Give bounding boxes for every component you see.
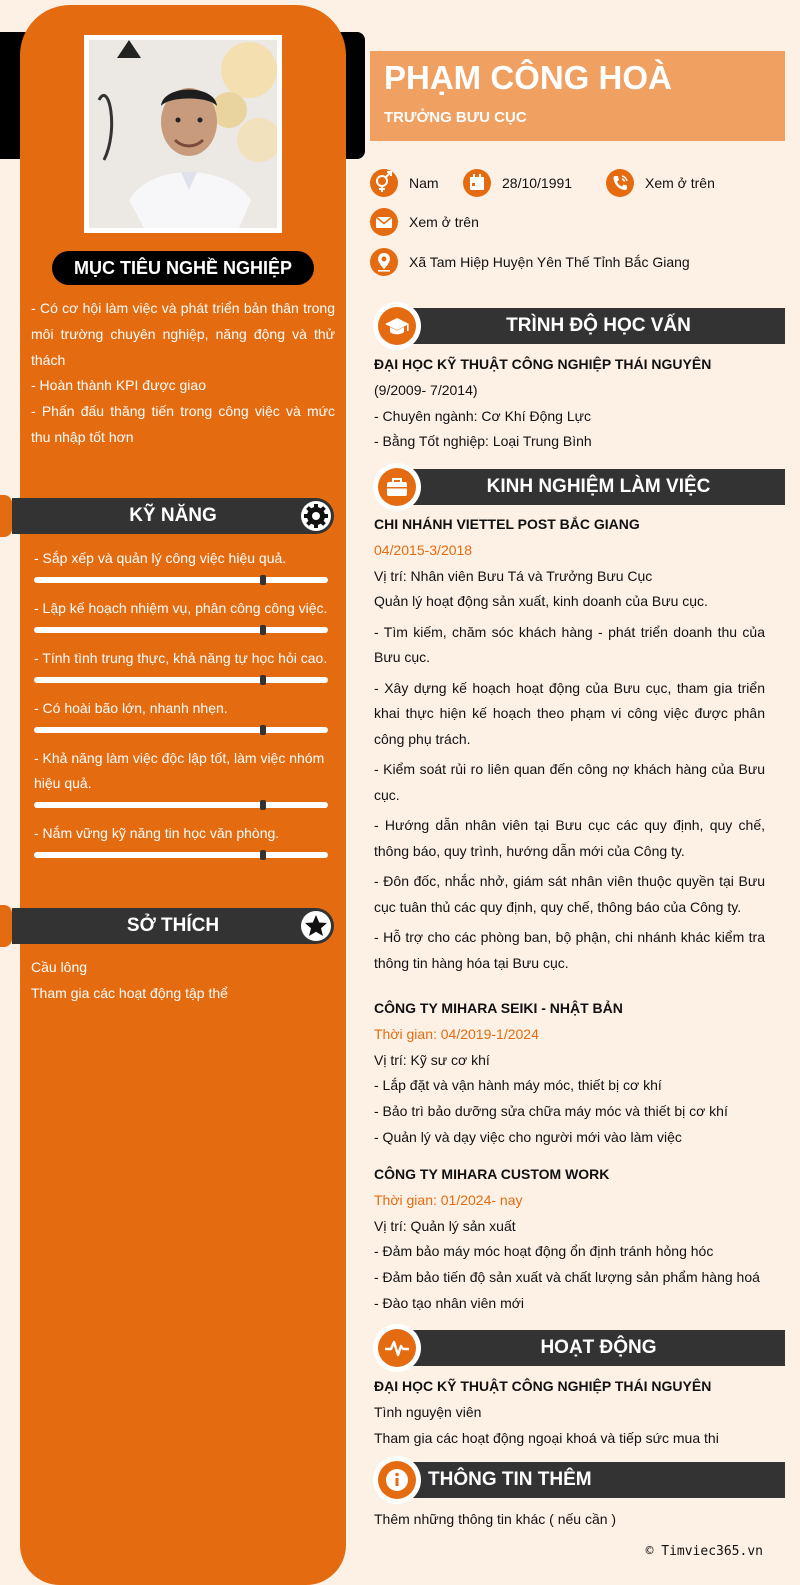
activities-block	[374, 1374, 765, 1451]
objective-text	[31, 296, 335, 451]
more-info-text: Thêm những thông tin khác ( nếu cần )	[374, 1511, 617, 1527]
pulse-icon	[378, 1329, 416, 1367]
job-title: TRƯỞNG BƯU CỤC	[384, 109, 527, 126]
activity-desc: Tham gia các hoạt động ngoại khoá và tiếp sức mua thi	[374, 1429, 719, 1446]
phone-value: Xem ở trên	[645, 175, 715, 191]
job-date: 04/2015-3/2018	[374, 541, 473, 558]
skill-level-bar	[34, 802, 328, 808]
skill-level-marker	[260, 625, 266, 635]
skill-level-marker	[260, 575, 266, 585]
skills-title: KỸ NĂNG	[129, 505, 217, 526]
company-name: CÔNG TY MIHARA SEIKI - NHẬT BẢN	[374, 1000, 623, 1016]
skill-level-bar	[34, 727, 328, 733]
activities-header: HOẠT ĐỘNG	[412, 1330, 785, 1366]
job-duty: - Hỗ trợ cho các phòng ban, bộ phận, chi nhánh khác kiểm tra thông tin hàng hóa tại Bưu cục.	[374, 929, 765, 972]
skill-text: - Có hoài bão lớn, nhanh nhẹn.	[34, 700, 228, 716]
job-duty: - Đôn đốc, nhắc nhở, giám sát nhân viên thuộc quyền tại Bưu cục tuân thủ các quy định, quy chế, thông báo của Công ty.	[374, 873, 765, 916]
company-name: CÔNG TY MIHARA CUSTOM WORK	[374, 1166, 610, 1182]
hobbies-header	[12, 908, 334, 944]
skill-level-bar	[34, 577, 328, 583]
skill-level-marker	[260, 725, 266, 735]
footer-credit: © Timviec365.vn	[645, 1544, 763, 1559]
skill-item	[34, 746, 328, 808]
job-duty: Quản lý hoạt động sản xuất, kinh doanh của Bưu cục.	[374, 593, 708, 610]
name-box	[370, 51, 785, 141]
job-duty: - Hướng dẫn nhân viên tại Bưu cục các quy định, quy chế, thông báo, quy trình, hướng dẫn mới của Công ty.	[374, 817, 765, 860]
job-duty: - Bảo trì bảo dưỡng sửa chữa máy móc và thiết bị cơ khí	[374, 1103, 728, 1120]
skill-text: - Lập kế hoạch nhiệm vụ, phân công công việc.	[34, 600, 328, 616]
skill-level-bar	[34, 677, 328, 683]
education-header: TRÌNH ĐỘ HỌC VẤN	[412, 308, 785, 344]
skill-level-bar	[34, 627, 328, 633]
gear-icon	[301, 501, 331, 531]
hobby-item: Tham gia các hoạt động tập thể	[31, 985, 228, 1001]
objective-line: - Có cơ hội làm việc và phát triển bản thân trong môi trường chuyên nghiệp, năng động và thử thách	[31, 300, 335, 368]
contact-email	[370, 208, 479, 236]
hobbies-list	[31, 954, 228, 1006]
avatar-illustration	[89, 40, 277, 228]
skill-item	[34, 646, 328, 683]
star-icon	[301, 911, 331, 941]
more-info-icon-badge	[373, 1456, 421, 1504]
skill-item	[34, 821, 328, 858]
skill-item	[34, 696, 328, 733]
job-date: Thời gian: 04/2019-1/2024	[374, 1025, 539, 1042]
skill-text: - Khả năng làm việc độc lập tốt, làm việc nhóm hiệu quả.	[34, 750, 325, 791]
calendar-icon	[463, 169, 491, 197]
job-duty: - Đảm bảo tiến độ sản xuất và chất lượng sản phẩm hàng hoá	[374, 1269, 760, 1286]
objective-title: MỤC TIÊU NGHỀ NGHIỆP	[52, 251, 314, 285]
objective-line: - Hoàn thành KPI được giao	[31, 377, 206, 394]
job-duty: - Xây dựng kế hoạch hoạt động của Bưu cục, tham gia triển khai thực hiện kế hoạch theo phạm vi công việc được phân công phụ trách.	[374, 679, 765, 748]
info-icon	[378, 1461, 416, 1499]
contact-birthday	[463, 169, 572, 197]
hobbies-tab	[0, 905, 12, 947]
profile-photo	[84, 35, 282, 233]
skill-item	[34, 546, 328, 583]
skill-level-marker	[260, 850, 266, 860]
mail-icon	[370, 208, 398, 236]
job-duty: - Tìm kiếm, chăm sóc khách hàng - phát triển doanh thu của Bưu cục.	[374, 623, 765, 666]
job-duty: - Quản lý và dạy việc cho người mới vào làm việc	[374, 1128, 682, 1145]
address-value: Xã Tam Hiệp Huyện Yên Thế Tỉnh Bắc Giang	[409, 254, 690, 270]
full-name: PHẠM CÔNG HOÀ	[384, 59, 672, 96]
gender-icon	[370, 169, 398, 197]
job-block	[374, 1162, 765, 1317]
hobbies-title: SỞ THÍCH	[126, 915, 220, 936]
hobby-item: Cầu lông	[31, 959, 88, 975]
job-block	[374, 996, 765, 1151]
contact-phone	[606, 169, 715, 197]
graduation-cap-icon	[378, 307, 416, 345]
job-date: Thời gian: 01/2024- nay	[374, 1191, 523, 1208]
email-value: Xem ở trên	[409, 214, 479, 230]
skill-level-marker	[260, 800, 266, 810]
job-duty: - Đào tạo nhân viên mới	[374, 1294, 525, 1311]
skill-level-bar	[34, 852, 328, 858]
education-degree: - Bằng Tốt nghiệp: Loại Trung Bình	[374, 433, 592, 450]
more-info-header: THÔNG TIN THÊM	[412, 1462, 785, 1498]
experience-header: KINH NGHIỆM LÀM VIỆC	[412, 469, 785, 505]
education-major: - Chuyên ngành: Cơ Khí Động Lực	[374, 407, 592, 424]
contact-address	[370, 248, 690, 276]
skill-level-marker	[260, 675, 266, 685]
job-duty: - Kiểm soát rủi ro liên quan đến công nợ khách hàng của Bưu cục.	[374, 761, 765, 804]
skill-text: - Tính tình trung thực, khả năng tự học hỏi cao.	[34, 650, 328, 666]
job-position: Vị trí: Kỹ sư cơ khí	[374, 1051, 490, 1068]
experience-icon-badge	[373, 463, 421, 511]
job-position: Vị trí: Nhân viên Bưu Tá và Trưởng Bưu Cục	[374, 567, 653, 584]
contact-gender	[370, 169, 439, 197]
job-duty: - Đảm bảo máy móc hoạt động ổn định tránh hỏng hóc	[374, 1243, 714, 1260]
activity-role: Tình nguyện viên	[374, 1403, 482, 1420]
skill-text: - Sắp xếp và quản lý công việc hiệu quả.	[34, 550, 287, 566]
location-pin-icon	[370, 248, 398, 276]
education-icon-badge	[373, 302, 421, 350]
education-period: (9/2009- 7/2014)	[374, 381, 478, 398]
skill-item	[34, 596, 328, 633]
birthday-value: 28/10/1991	[502, 175, 573, 191]
school-name: ĐẠI HỌC KỸ THUẬT CÔNG NGHIỆP THÁI NGUYÊN	[374, 356, 712, 372]
activities-icon-badge	[373, 1324, 421, 1372]
skills-header	[12, 498, 334, 534]
job-duty: - Lắp đặt và vận hành máy móc, thiết bị cơ khí	[374, 1077, 662, 1094]
job-position: Vị trí: Quản lý sản xuất	[374, 1217, 516, 1234]
skills-list	[34, 546, 328, 871]
briefcase-icon	[378, 468, 416, 506]
skills-tab	[0, 495, 12, 537]
objective-line: - Phấn đấu thăng tiến trong công việc và mức thu nhập tốt hơn	[31, 403, 335, 445]
phone-icon	[606, 169, 634, 197]
skill-text: - Nắm vững kỹ năng tin học văn phòng.	[34, 825, 280, 841]
gender-value: Nam	[409, 175, 439, 191]
education-block	[374, 352, 765, 455]
company-name: CHI NHÁNH VIETTEL POST BẮC GIANG	[374, 516, 640, 532]
activity-org: ĐẠI HỌC KỸ THUẬT CÔNG NGHIỆP THÁI NGUYÊN	[374, 1378, 712, 1394]
job-block	[374, 512, 765, 977]
